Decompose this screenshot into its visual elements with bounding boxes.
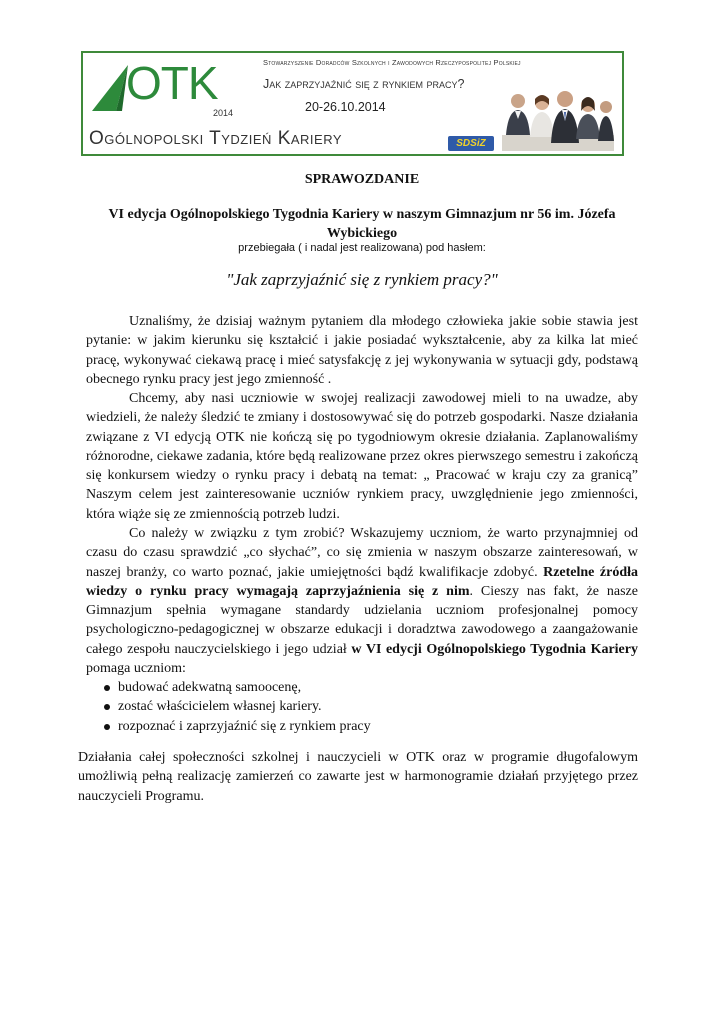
paragraph-3-bold-2: w VI edycji Ogólnopolskiego Tygodnia Kariery bbox=[351, 641, 638, 657]
bullet-icon bbox=[104, 685, 110, 691]
bullet-icon bbox=[104, 724, 110, 730]
benefits-list bbox=[86, 678, 638, 736]
list-item bbox=[86, 678, 638, 697]
paragraph-3-text-a: Co należy w związku z tym zrobić? Wskazujemy uczniom, że warto przynajmniej od czasu do czasu sprawdzić „co słychać”, co się zmienia w naszym obszarze zainteresowań, w naszej branży, co warto poznać, jakie umiejętności bądź kwalifikacje zdobyć. bbox=[86, 526, 638, 580]
otk-logo-year: 2014 bbox=[213, 108, 234, 118]
report-subtitle: VI edycja Ogólnopolskiego Tygodnia Kariery w naszym Gimnazjum nr 56 im. Józefa Wybickiego bbox=[108, 207, 616, 241]
list-item-text: rozpoznać i zaprzyjaźnić się z rynkiem pracy bbox=[118, 718, 371, 734]
report-note: przebiegała ( i nadal jest realizowana) pod hasłem: bbox=[238, 242, 486, 254]
final-paragraph: Działania całej społeczności szkolnej i nauczycieli w OTK oraz w programie długofalowym umożliwią pełną realizację zamierzeń co zawarte jest w harmonogramie działań przyjętego przez nauczycieli Programu. bbox=[78, 750, 638, 804]
otk-logo-text: OTK bbox=[126, 57, 218, 109]
report-motto: "Jak zaprzyjaźnić się z rynkiem pracy?" bbox=[226, 270, 498, 289]
bullet-icon bbox=[104, 704, 110, 710]
list-item-text: zostać właścicielem własnej kariery. bbox=[118, 699, 322, 715]
paragraph-3 bbox=[86, 524, 638, 678]
paragraph-2: Chcemy, aby nasi uczniowie w swojej realizacji zawodowej mieli to na uwadze, aby wiedzieli, że należy śledzić te zmiany i dostosowywać się do potrzeb gospodarki. Nasze działania związane z VI edycją OTK nie kończą się po tygodniowym okresie działania. Zaplanowaliśmy różnorodne, ciekawe zadania, które będą realizowane przez okres pierwszego semestru i zakończą się konkursem wiedzy o rynku pracy i debatą na temat: „ Pracować w kraju czy za granicą” Naszym celem jest zainteresowanie uczniów rynkiem pracy, uwzględnienie jego zmienności, która wiąże się ze zmiennością potrzeb ludzi. bbox=[86, 391, 638, 522]
report-heading: SPRAWOZDANIE bbox=[304, 172, 420, 187]
banner-dates: 20-26.10.2014 bbox=[305, 100, 386, 114]
banner-slogan: Jak zaprzyjaźnić się z rynkiem pracy? bbox=[263, 77, 465, 91]
paragraph-3-text-c: pomaga uczniom: bbox=[86, 661, 186, 677]
otk-logo-triangle-icon bbox=[92, 65, 128, 111]
header-banner bbox=[81, 51, 624, 156]
list-item-text: budować adekwatną samoocenę, bbox=[118, 680, 302, 695]
business-people-photo bbox=[502, 85, 614, 151]
banner-week-title: Ogólnopolski Tydzień Kariery bbox=[89, 128, 343, 149]
sdsiz-logo: SDSiZ bbox=[448, 136, 494, 151]
paragraph-3-bold-1: Rzetelne źródła wiedzy o rynku pracy wymagają zaprzyjaźnienia się z nim bbox=[86, 564, 638, 599]
organization-name: Stowarzyszenie Doradców Szkolnych i Zawodowych Rzeczypospolitej Polskiej bbox=[263, 58, 521, 67]
list-item bbox=[86, 717, 638, 736]
paragraph-3-text-b: . Cieszy nas fakt, że nasze Gimnazjum spełnia wymagane standardy udzielania uczniom profesjonalnej pomocy psychologiczno-pedagogicznej w obszarze edukacji i doradztwa zawodowego a zaangażowanie całego zespołu nauczycielskiego i jego udział bbox=[86, 583, 638, 657]
paragraph-1: Uznaliśmy, że dzisiaj ważnym pytaniem dla młodego człowieka jakie sobie stawia jest pytanie: w jakim kierunku się kształcić i jakie posiadać wykształcenie, aby za kilka lat mieć pracę, wykonywać ciekawą pracę i mieć satysfakcję z jej wykonywania w sytuacji gdy, podstawą obecnego rynku pracy jest jego zmienność . bbox=[86, 314, 638, 387]
list-item bbox=[86, 697, 638, 716]
